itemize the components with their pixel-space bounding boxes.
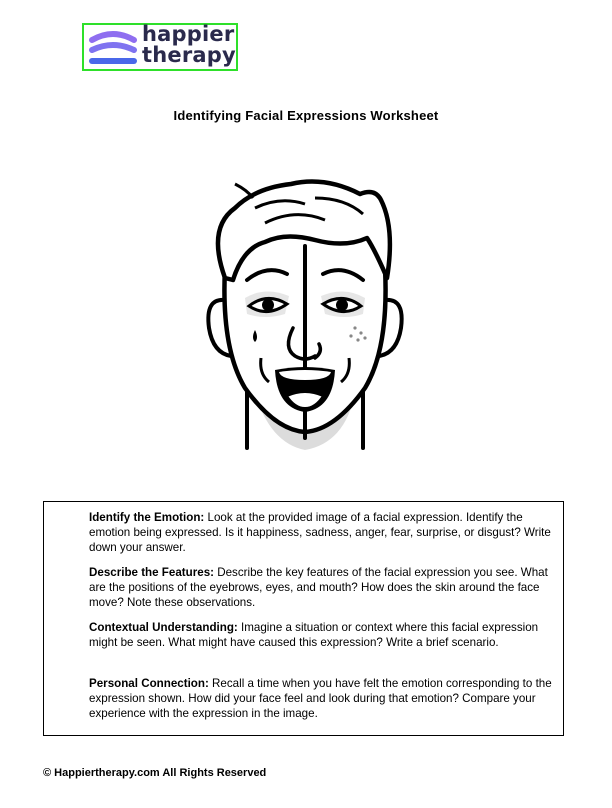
instruction-heading: Describe the Features: (89, 566, 215, 579)
instruction-text: Describe the key features of the facial expression you see. What are the positions of the eyebrows, eyes, and mouth? How does the skin around the face move? Note these observations. (89, 566, 548, 609)
instruction-text: Recall a time when you have felt the emotion corresponding to the expression shown. How did your face feel and look during that emotion? Compare your experience with the expression in the image. (89, 677, 552, 720)
instruction-heading: Personal Connection: (89, 677, 209, 690)
instructions-box (43, 501, 564, 736)
logo (82, 23, 238, 71)
instruction-item (89, 510, 561, 555)
face-illustration-icon (195, 168, 415, 458)
instruction-text: Imagine a situation or context where this facial expression might be seen. What might have caused this expression? Write a brief scenario. (89, 621, 539, 649)
footer-copyright: © Happiertherapy.com All Rights Reserved (43, 767, 267, 779)
instruction-heading: Contextual Understanding: (89, 621, 238, 634)
brand-name (142, 24, 236, 66)
instruction-item (89, 565, 561, 610)
instruction-text: Look at the provided image of a facial expression. Identify the emotion being expressed. Is it happiness, sadness, anger, fear, surprise, or disgust? Write down your answer. (89, 511, 551, 554)
logo-waves-icon (88, 30, 138, 68)
page-title: Identifying Facial Expressions Worksheet (173, 108, 439, 123)
instruction-item (89, 620, 561, 650)
instruction-heading: Identify the Emotion: (89, 511, 205, 524)
brand-line-2: therapy (142, 43, 236, 67)
brand-line-1: happier (142, 22, 235, 46)
instruction-item (89, 676, 561, 721)
